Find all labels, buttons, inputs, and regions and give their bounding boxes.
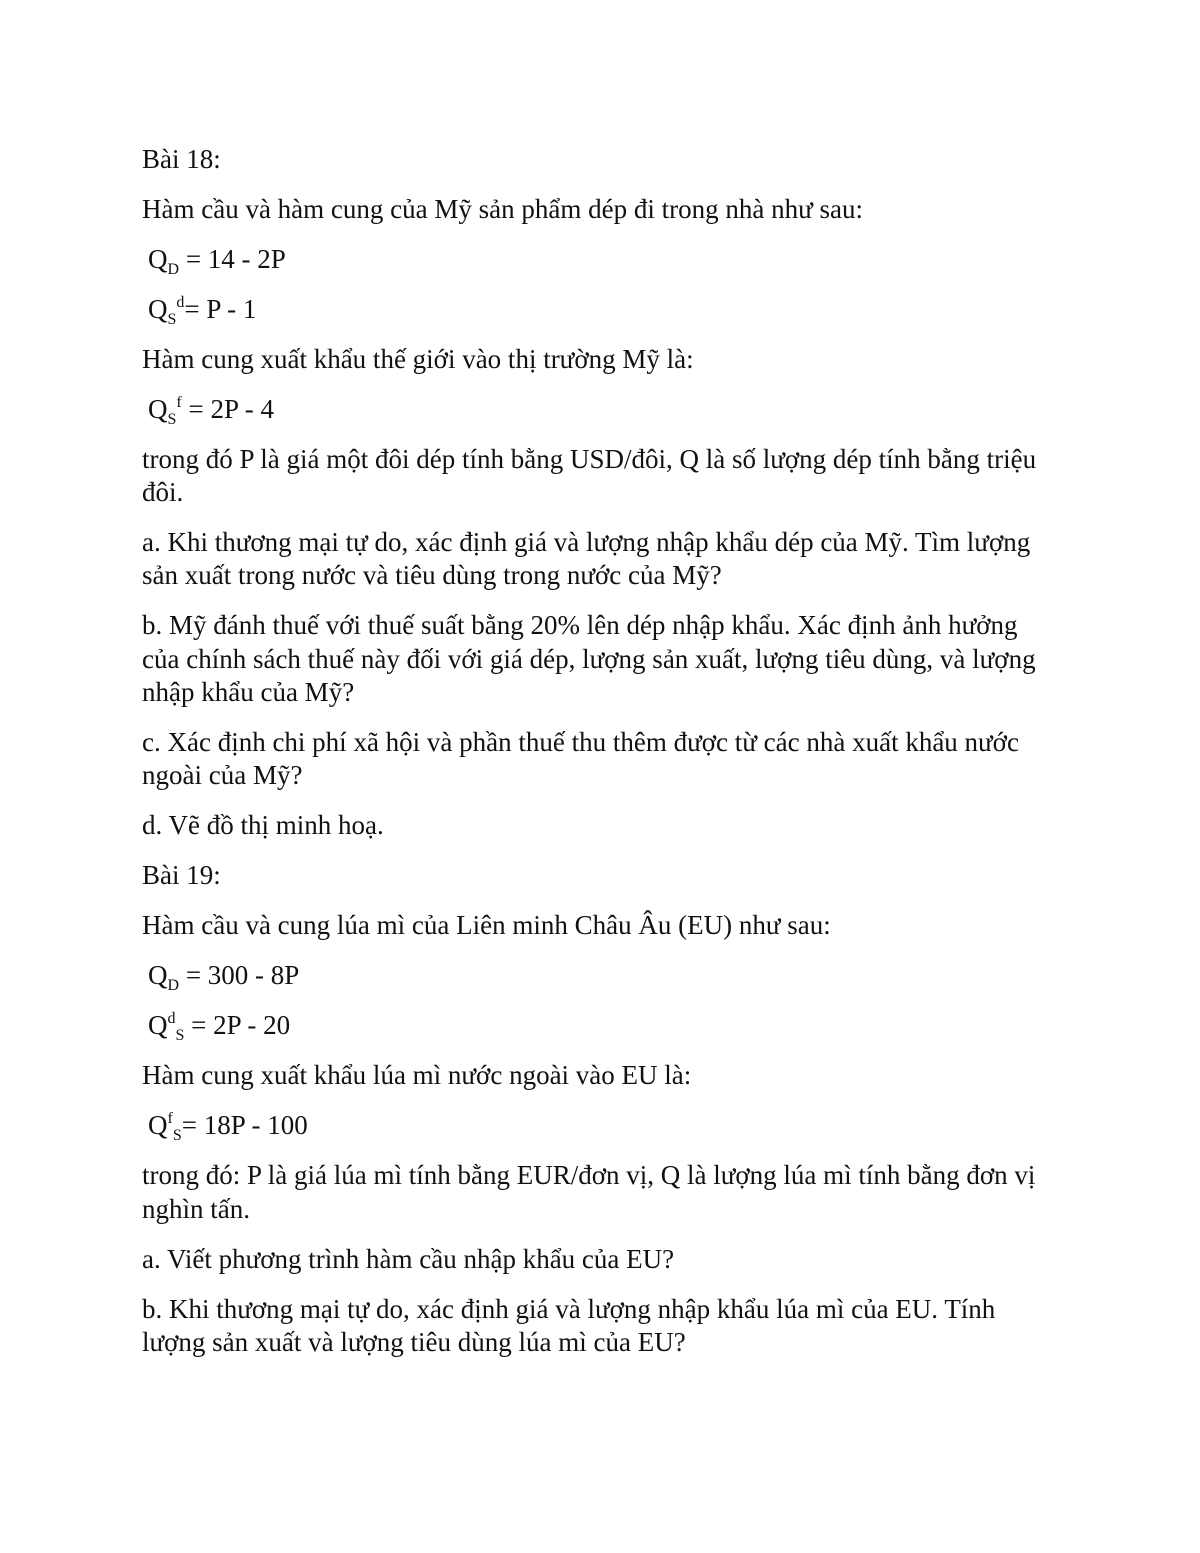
exercise-18-foreign-supply-equation: $Q_S^f = 2P - 4$ <box>148 394 274 428</box>
exercise-19-domestic-supply-equation: $Q^d_S = 2P - 20$ <box>148 1010 291 1044</box>
exercise-18-question-c-line-2: ngoài của Mỹ? <box>142 760 303 790</box>
exercise-18-where-line-1: trong đó P là giá một đôi dép tính bằng USD/đôi, Q là số lượng dép tính bằng triệu <box>142 444 1037 474</box>
exercise-18-question-b-line-1: b. Mỹ đánh thuế với thuế suất bằng 20% lên dép nhập khẩu. Xác định ảnh hưởng <box>142 610 1018 640</box>
exercise-19-where-line-1: trong đó: P là giá lúa mì tính bằng EUR/đơn vị, Q là lượng lúa mì tính bằng đơn vị <box>142 1160 1036 1190</box>
exercise-18-intro: Hàm cầu và hàm cung của Mỹ sản phẩm dép đi trong nhà như sau: <box>142 194 863 224</box>
exercise-19-where-line-2: nghìn tấn. <box>142 1194 250 1224</box>
exercise-18-demand-equation: $Q_D = 14 - 2P$ <box>148 244 286 278</box>
exercise-18-question-b-line-2: của chính sách thuế này đối với giá dép, lượng sản xuất, lượng tiêu dùng, và lượng <box>142 644 1036 674</box>
exercise-19-title: Bài 19: <box>142 860 221 890</box>
exercise-18-title: Bài 18: <box>142 144 221 174</box>
exercise-19-intro: Hàm cầu và cung lúa mì của Liên minh Châu Âu (EU) như sau: <box>142 910 831 940</box>
exercise-19-demand-equation: $Q_D = 300 - 8P$ <box>148 960 300 994</box>
exercise-19-question-b-line-1: b. Khi thương mại tự do, xác định giá và lượng nhập khẩu lúa mì của EU. Tính <box>142 1294 996 1324</box>
exercise-18-question-c-line-1: c. Xác định chi phí xã hội và phần thuế thu thêm được từ các nhà xuất khẩu nước <box>142 727 1019 757</box>
exercise-18-question-d: d. Vẽ đồ thị minh hoạ. <box>142 810 384 840</box>
exercise-18-question-a-line-2: sản xuất trong nước và tiêu dùng trong nước của Mỹ? <box>142 560 722 590</box>
exercise-18-export-intro: Hàm cung xuất khẩu thế giới vào thị trường Mỹ là: <box>142 344 694 374</box>
exercise-18-domestic-supply-equation: $Q_S^d= P - 1$ <box>148 294 257 328</box>
exercise-18-question-a-line-1: a. Khi thương mại tự do, xác định giá và lượng nhập khẩu dép của Mỹ. Tìm lượng <box>142 527 1031 557</box>
exercise-19-export-intro: Hàm cung xuất khẩu lúa mì nước ngoài vào EU là: <box>142 1060 692 1090</box>
exercise-19-question-a: a. Viết phương trình hàm cầu nhập khẩu của EU? <box>142 1244 675 1274</box>
exercise-18-question-b-line-3: nhập khẩu của Mỹ? <box>142 677 355 707</box>
exercise-19-foreign-supply-equation: $Q^f_S= 18P - 100$ <box>148 1110 308 1144</box>
exercise-18-where-line-2: đôi. <box>142 477 184 507</box>
exercise-19-question-b-line-2: lượng sản xuất và lượng tiêu dùng lúa mì của EU? <box>142 1327 686 1357</box>
